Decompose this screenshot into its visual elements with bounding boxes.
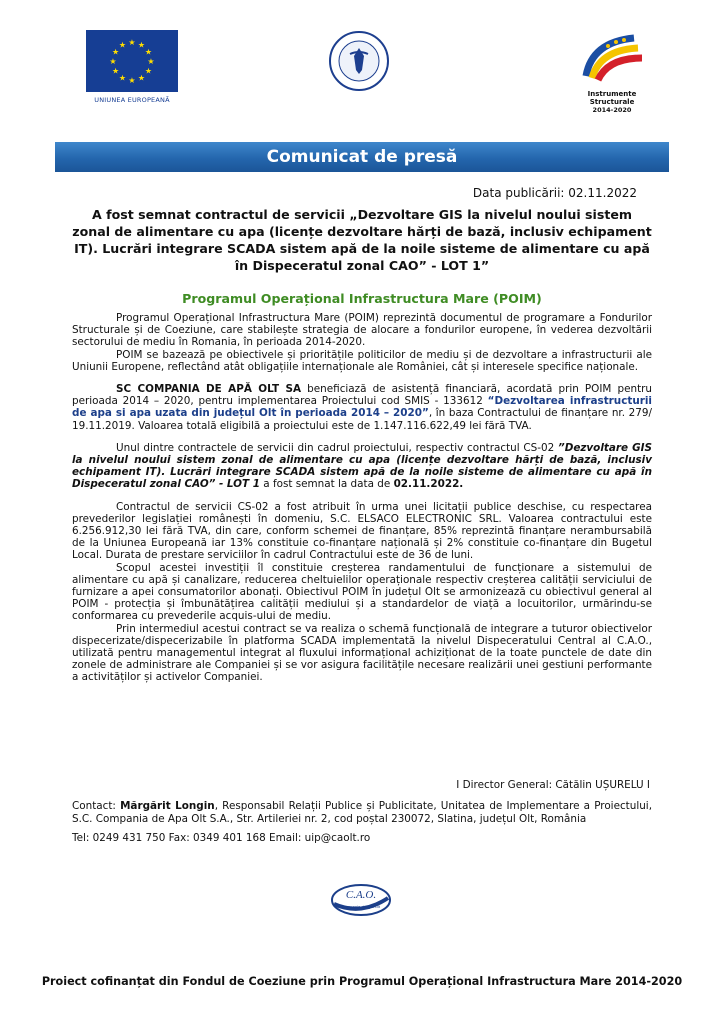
eu-star-icon: ★ (144, 47, 153, 57)
paragraph-award: Contractul de servicii CS-02 a fost atribuit în urma unei licitații publice deschise, cu respectarea prevederilor legislației românești în domeniu, S.C. ELSACO ELECTRONIC SRL. Valoarea contractului este 6.256.912,30 lei fără TVA, din care, conform schemei de finanțare, 85% reprezintă finanțare nerambursabilă de la Uniunea Europeană iar 13% constituie co-finanțare națională și 2% constituie co-finanțare din Bugetul Local. Durata de prestare serviciilor în cadrul Contractului este de 36 de luni. (72, 500, 652, 562)
eu-star-icon: ★ (128, 38, 136, 47)
cao-logo (330, 882, 392, 918)
program-subtitle: Programul Operațional Infrastructura Mare (POIM) (182, 291, 542, 306)
paragraph-contract (72, 442, 652, 491)
contact-label: Contact: (72, 800, 121, 812)
contact-person: Mărgărit Longin (120, 800, 215, 812)
publication-date: Data publicării: 02.11.2022 (472, 186, 637, 200)
paragraph-scada: Prin intermediul acestui contract se va realiza o schemă funcțională de integrare a tuturor obiectivelor dispecerizate/dispecerizabile în platforma SCADA implementată la nivelul Dispeceratului Central al C.A.O., utilizată pentru managementul integrat al fluxului informațional achiziționat de la toate punctele de date din zonele de administrare ale Companiei și se vor asigura facilitățile necesare realizării unei gestiuni performante a activităților și activelor Companiei. (72, 622, 652, 684)
eu-caption: UNIUNEA EUROPEANĂ (94, 96, 170, 104)
financing-text-b: , în baza Contractului de finanțare nr. 279/ 19.11.2019. Valoarea totală eligibilă a proiectului este de 1.147.116.622,49 lei fără TVA. (72, 407, 653, 432)
contract-text-a: Unul dintre contractele de servicii din cadrul proiectului, respectiv contractul CS-02 (116, 441, 558, 454)
eu-star-icon: ★ (111, 47, 120, 57)
eu-star-icon: ★ (118, 73, 127, 83)
paragraph-poim-objectives: POIM se bazează pe obiectivele și prioritățile politicilor de mediu și de dezvoltare a infrastructurii ale Uniunii Europene, reflectând atât obligațiile internaționale ale României, cât și interesele specifice naționale. (72, 348, 652, 373)
contact-info (72, 800, 652, 826)
structural-instruments-caption: Instrumente Structurale (587, 90, 637, 106)
contract-date: 02.11.2022. (393, 478, 464, 491)
cao-logo-text: C.A.O. (345, 889, 377, 901)
eu-star-icon: ★ (128, 76, 136, 85)
eu-star-icon: ★ (137, 40, 146, 50)
structural-instruments-period: 2014-2020 (592, 106, 632, 114)
eu-logo (86, 30, 178, 104)
structural-instruments-logo (572, 28, 652, 114)
eu-star-icon: ★ (118, 40, 127, 50)
project-title: “Dezvoltarea infrastructurii de apa si apa uzata din județul Olt în perioada 2014 – 2020” (72, 395, 652, 420)
romanian-government-logo (328, 30, 390, 92)
press-release-banner: Comunicat de presă (55, 142, 669, 172)
eu-star-icon: ★ (147, 57, 155, 66)
eu-star-icon: ★ (137, 73, 146, 83)
eu-star-icon: ★ (111, 66, 120, 76)
paragraph-scope: Scopul acestei investiții îl constituie creșterea randamentului de funcționare a sistemului de alimentare cu apă și canalizare, reducerea cheltuielilor operaționale respectiv creșterea calității serviciului de furnizare a apei consumatorilor abonați. Obiectivul POIM în județul Olt se armonizează cu obiectivul general al POIM - protecția și îmbunătățirea calității mediului și a standardelor de viață a locuitorilor, urmărindu-se conformarea cu prevederile acquis-ului de mediu. (72, 561, 652, 623)
document-title: A fost semnat contractul de servicii „Dezvoltare GIS la nivelul noului sistem zonal de alimentare cu apa (licențe dezvoltare hărți de bază, inclusiv echipament IT). Lucrări integrare SCADA sistem apă de la noile sisteme de alimentare cu apă în Dispeceratul zonal CAO” - LOT 1” (72, 207, 652, 273)
contact-phone-email: Tel: 0249 431 750 Fax: 0349 401 168 Email: uip@caolt.ro (72, 832, 371, 844)
eu-star-icon: ★ (109, 57, 117, 66)
paragraph-poim-intro: Programul Operațional Infrastructura Mare (POIM) reprezintă documentul de programare a Fondurilor Structurale și de Coeziune, care stabilește strategia de alocare a fondurilor europene, în vederea dezvoltării sectorului de mediu în Romania, în perioada 2014-2020. (72, 312, 652, 349)
eu-star-icon: ★ (144, 66, 153, 76)
company-name: SC COMPANIA DE APĂ OLT SA (116, 383, 302, 396)
financing-text-a: beneficiază de asistență financiară, acordată prin POIM pentru perioada 2014 – 2020, pentru implementarea Proiectului cod SMIS - 133612 (72, 383, 652, 408)
document-body (72, 312, 652, 684)
director-signature: I Director General: Cătălin UȘURELU I (456, 779, 650, 791)
paragraph-financing (72, 383, 652, 432)
contract-title: ”Dezvoltare GIS la nivelul noului sistem zonal de alimentare cu apa (licențe dezvoltare hărți de bază, inclusiv echipament IT). Lucrări integrare SCADA sistem apă de la noile sisteme de alimentare cu apă în Dispeceratul zonal CAO” - LOT 1 (72, 441, 652, 491)
structural-instruments-icon (572, 28, 652, 84)
funding-footer: Proiect cofinanțat din Fondul de Coeziune prin Programul Operațional Infrastructura Mare 2014-2020 (41, 975, 683, 988)
contract-text-b: a fost semnat la data de (259, 478, 394, 491)
eu-flag-icon (86, 30, 178, 92)
cao-logo-subtext: Compania de Apa Olt (341, 904, 381, 909)
contact-details: , Responsabil Relații Publice și Publicitate, Unitatea de Implementare a Proiectului, S.C. Compania de Apa Olt S.A., Str. Artileriei nr. 2, cod poștal 230072, Slatina, județul Olt, România (72, 800, 653, 825)
